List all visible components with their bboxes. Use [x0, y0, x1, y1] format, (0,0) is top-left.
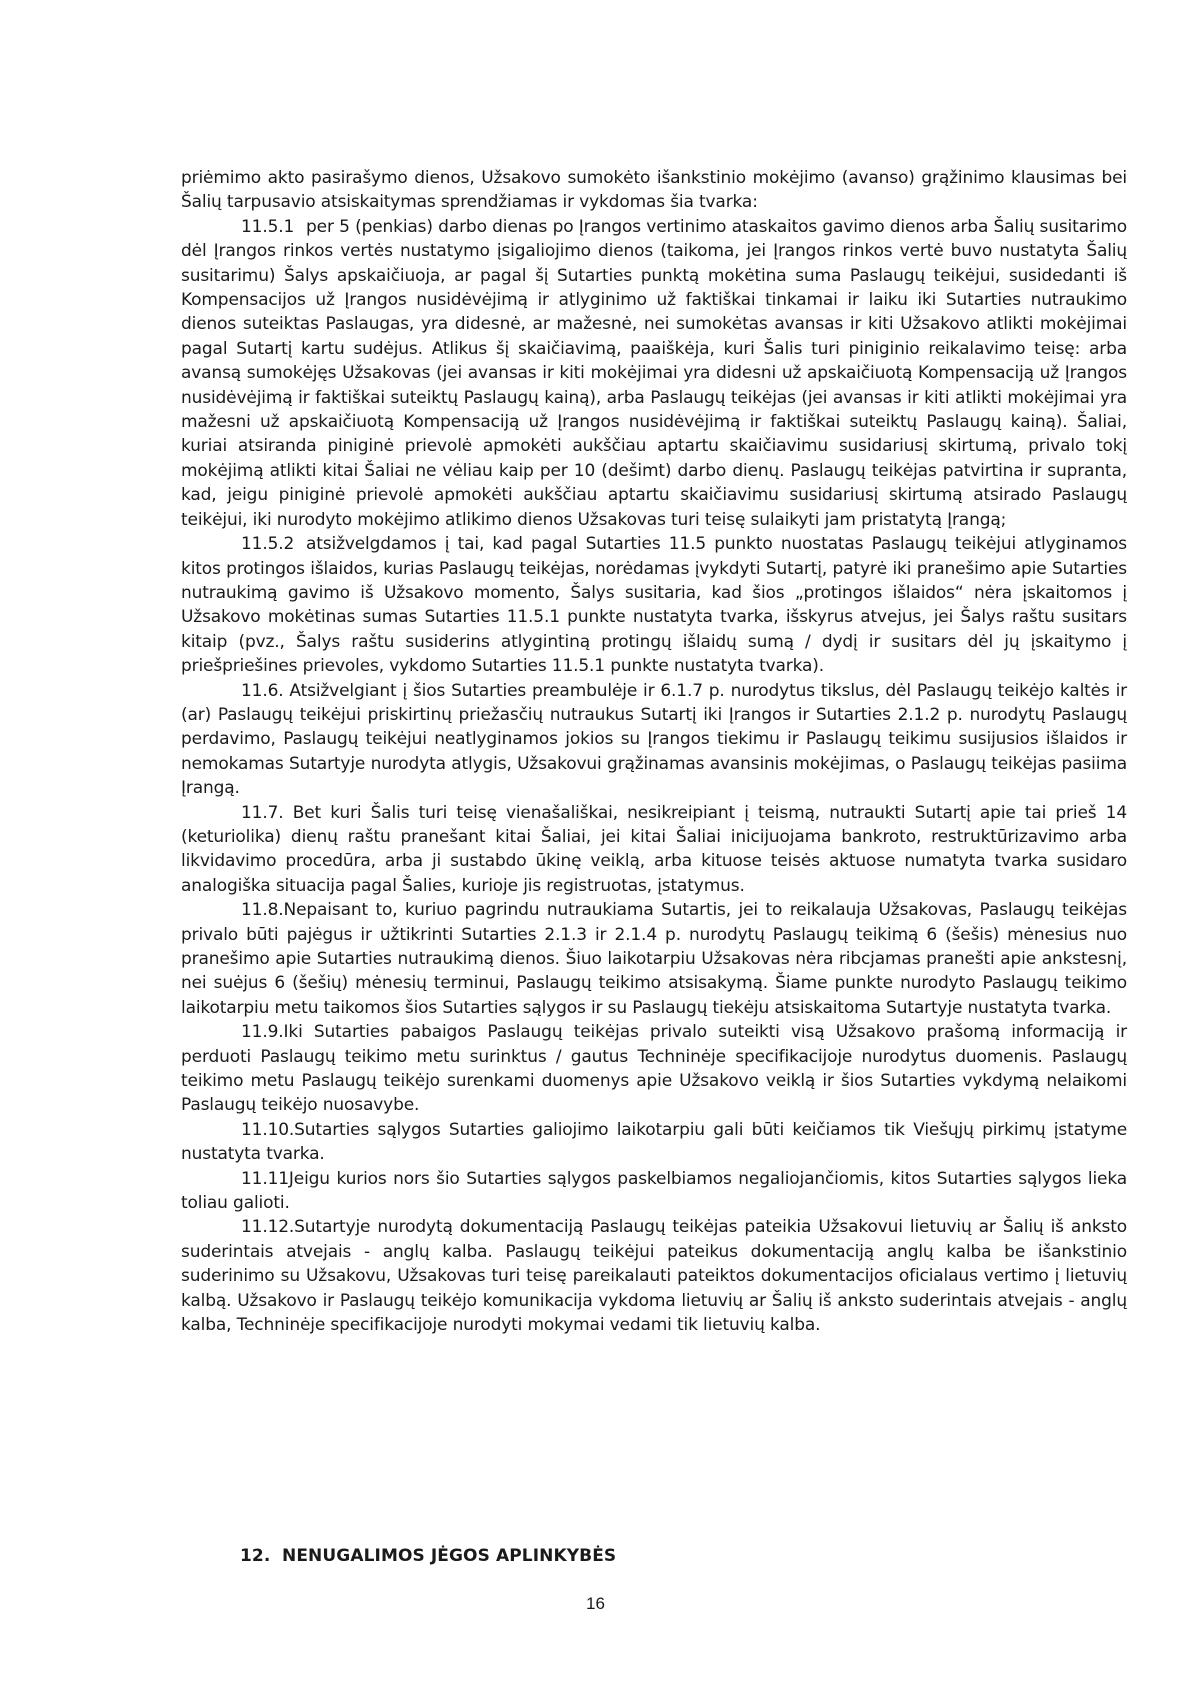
- section-title: NENUGALIMOS JĖGOS APLINKYBĖS: [282, 1546, 617, 1566]
- paragraph-11-8: 11.8.Nepaisant to, kuriuo pagrindu nutraukiama Sutartis, jei to reikalauja Užsakovas, Paslaugų teikėjas privalo būti pajėgus ir užtikrinti Sutarties 2.1.3 ir 2.1.4 p. nurodytų Paslaugų teikimą 6 (šešis) mėnesius nuo pranešimo apie Sutarties nutraukimą dienos. Šiuo laikotarpiu Užsakovas nėra ribcjamas pranešti apie ankstesnį, nei suėjus 6 (šešių) mėnesių terminui, Paslaugų teikimo atsisakymą. Šiame punkte nurodyto Paslaugų teikimo laikotarpiu metu taikomos šios Sutarties sąlygos ir su Paslaugų tiekėju atsiskaitoma Sutartyje nustatyta tvarka.: [181, 900, 1127, 1018]
- paragraph-11-5-2: [181, 532, 1127, 678]
- clause-text-11-5-2: atsižvelgdamos į tai, kad pagal Sutarties 11.5 punkto nuostatas Paslaugų teikėjui atlyginamos kitos protingos išlaidos, kurias Paslaugų teikėjas, norėdamas įvykdyti Sutartį, patyrė iki pranešimo apie Sutarties nutraukimą gavimo iš Užsakovo momento, Šalys susitaria, kad šios „protingos išlaidos“ nėra įskaitomos į Užsakovo mokėtinas sumas Sutarties 11.5.1 punkte nustatyta tvarka, išskyrus atvejus, jei Šalys raštu susitars kitaip (pvz., Šalys raštu susiderins atlygintiną protingų išlaidų sumą / dydį ir susitars dėl jų įskaitymo į priešpriešines prievoles, vykdomo Sutarties 11.5.1 punkte nustatyta tvarka).: [181, 534, 1127, 677]
- clause-text-11-5-1: per 5 (penkias) darbo dienas po Įrangos vertinimo ataskaitos gavimo dienos arba Šalių susitarimo dėl Įrangos rinkos vertės nustatymo įsigaliojimo dienos (taikoma, jei Įrangos rinkos vertė buvo nustatyta Šalių susitarimu) Šalys apskaičiuoja, ar pagal šį Sutarties punktą mokėtina suma Paslaugų teikėjui, susidedanti iš Kompensacijos už Įrangos nusidėvėjimą ir atlyginimo už faktiškai tinkamai ir laiku iki Sutarties nutraukimo dienos suteiktas Paslaugas, yra didesnė, ar mažesnė, nei sumokėtas avansas ir kiti Užsakovo atlikti mokėjimai pagal Sutartį kartu sudėjus. Atlikus šį skaičiavimą, paaiškėja, kuri Šalis turi piniginio reikalavimo teisę: arba avansą sumokėjęs Užsakovas (jei avansas ir kiti mokėjimai yra didesni už apskaičiuotą Kompensaciją už Įrangos nusidėvėjimą ir faktiškai suteiktų Paslaugų kainą), arba Paslaugų teikėjas (jei avansas ir kiti atlikti mokėjimai yra mažesni už apskaičiuotą Kompensaciją už Įrangos nusidėvėjimą ir faktiškai suteiktų Paslaugų kainą). Šaliai, kuriai atsiranda piniginė prievolė apmokėti aukščiau aptartu skaičiavimu susidariusį skirtumą, privalo tokį mokėjimą atlikti kitai Šaliai ne vėliau kaip per 10 (dešimt) darbo dienų. Paslaugų teikėjas patvirtina ir supranta, kad, jeigu piniginė prievolė apmokėti aukščiau aptartu skaičiavimu susidariusį skirtumą atsirado Paslaugų teikėjui, iki nurodyto mokėjimo atlikimo dienos Užsakovas turi teisę sulaikyti jam pristatytą Įrangą;: [181, 216, 1127, 530]
- paragraph-11-7: 11.7. Bet kuri Šalis turi teisę vienašališkai, nesikreipiant į teismą, nutraukti Sutartį apie tai prieš 14 (keturiolika) dienų raštu pranešant kitai Šaliai, jei kitai Šaliai inicijuojama bankroto, restruktūrizavimo arba likvidavimo procedūra, arba ji sustabdo ūkinę veiklą, arba kituose teisės aktuose numatyta tvarka susidaro analogiška situacija pagal Šalies, kurioje jis registruotas, įstatymus.: [181, 802, 1127, 896]
- document-body: [181, 166, 1127, 1338]
- paragraph-11-11: 11.11Jeigu kurios nors šio Sutarties sąlygos paskelbiamos negaliojančiomis, kitos Sutarties sąlygos lieka toliau galioti.: [181, 1168, 1127, 1214]
- paragraph-11-5-1: [181, 215, 1127, 532]
- paragraph-11-12: 11.12.Sutartyje nurodytą dokumentaciją Paslaugų teikėjas pateikia Užsakovui lietuvių ar Šalių iš anksto suderintais atvejais - anglų kalba. Paslaugų teikėjui pateikus dokumentaciją anglų kalba be išankstinio suderinimo su Užsakovu, Užsakovas turi teisę pareikalauti pateiktos dokumentacijos oficialaus vertimo į lietuvių kalbą. Užsakovo ir Paslaugų teikėjo komunikacija vykdoma lietuvių ar Šalių iš anksto suderintais atvejais - anglų kalba, Techninėje specifikacijoje nurodyti mokymai vedami tik lietuvių kalba.: [181, 1217, 1127, 1336]
- clause-number-11-5-2: 11.5.2: [241, 534, 295, 555]
- paragraph-11-6: 11.6. Atsižvelgiant į šios Sutarties preambulėje ir 6.1.7 p. nurodytus tikslus, dėl Paslaugų teikėjo kaltės ir (ar) Paslaugų teikėjui priskirtinų priežasčių nutraukus Sutartį iki Įrangos ir Sutarties 2.1.2 p. nurodytų Paslaugų perdavimo, Paslaugų teikėjui neatlyginamos jokios su Įrangos tiekimu ir Paslaugų teikimu susijusios išlaidos ir nemokamas Sutartyje nurodyta atlygis, Užsakovui grąžinamas avansinis mokėjimas, o Paslaugų teikėjas pasiima Įrangą.: [181, 680, 1127, 799]
- paragraph-11-10: 11.10.Sutarties sąlygos Sutarties galiojimo laikotarpiu gali būti keičiamos tik Viešųjų pirkimų įstatyme nustatyta tvarka.: [181, 1119, 1127, 1165]
- paragraph-intro: priėmimo akto pasirašymo dienos, Užsakovo sumokėto išankstinio mokėjimo (avanso) grąžinimo klausimas bei Šalių tarpusavio atsiskaitymas sprendžiamas ir vykdomas šia tvarka:: [181, 168, 1127, 213]
- page-number: 16: [586, 1594, 605, 1613]
- paragraph-11-9: 11.9.Iki Sutarties pabaigos Paslaugų teikėjas privalo suteikti visą Užsakovo prašomą informaciją ir perduoti Paslaugų teikimo metu surinktus / gautus Techninėje specifikacijoje nurodytus duomenis. Paslaugų teikimo metu Paslaugų teikėjo surenkami duomenys apie Užsakovo veiklą ir šios Sutarties vykdymą nelaikomi Paslaugų teikėjo nuosavybe.: [181, 1022, 1127, 1116]
- section-number: 12.: [240, 1546, 271, 1566]
- section-heading: [240, 1546, 1040, 1566]
- clause-number-11-5-1: 11.5.1: [241, 216, 295, 237]
